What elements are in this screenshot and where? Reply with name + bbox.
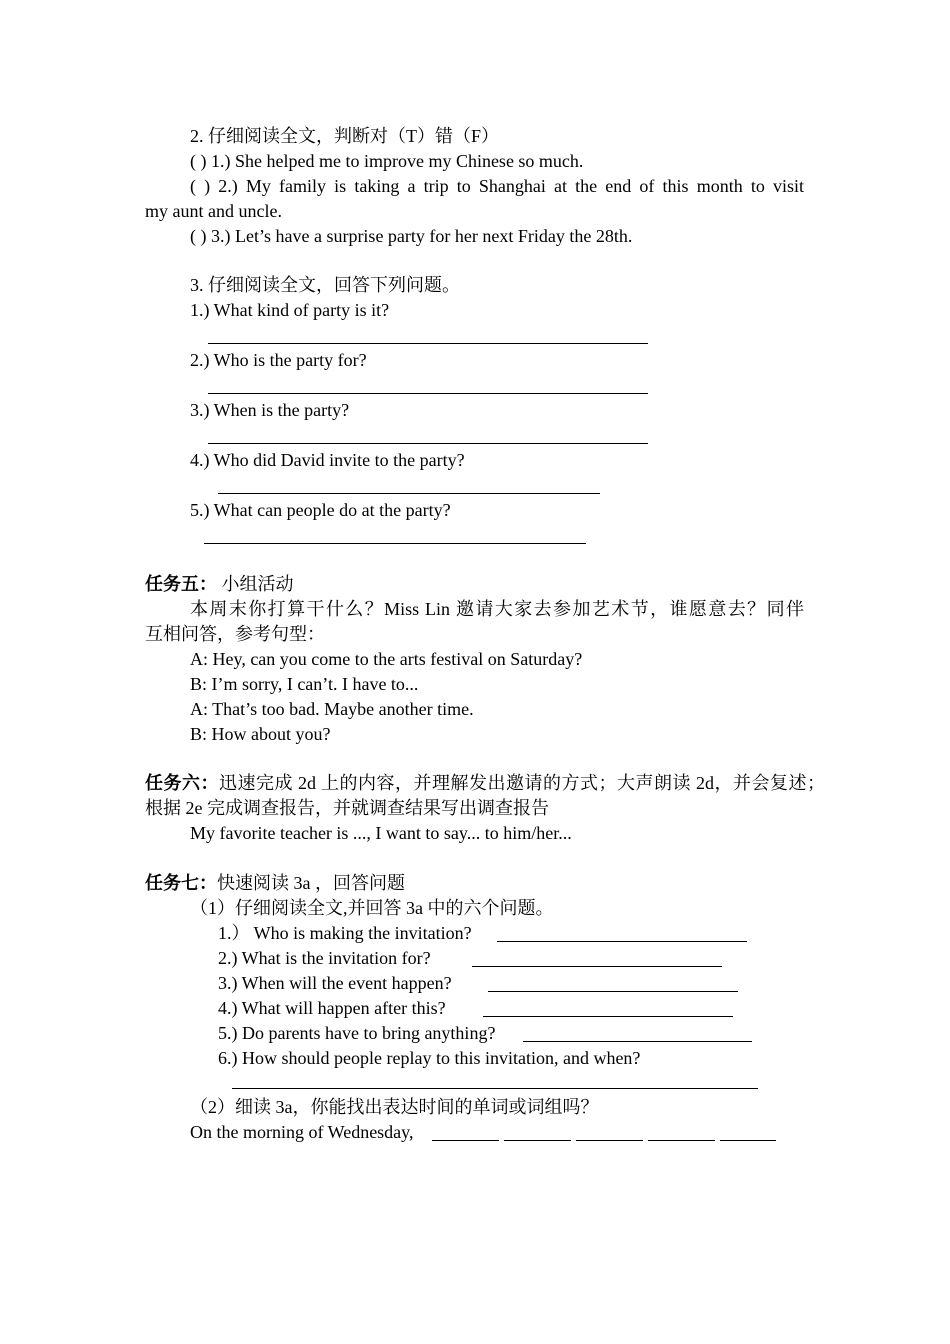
task-5-paragraph-line-1: 本周末你打算干什么？Miss Lin 邀请大家去参加艺术节，谁愿意去？同伴 <box>190 599 804 619</box>
dialog-line-4: B: How about you? <box>190 724 331 744</box>
tf-item-3: ( ) 3.) Let’s have a surprise party for her next Friday the 28th. <box>190 226 633 246</box>
dialog-line-1: A: Hey, can you come to the arts festival on Saturday? <box>190 649 583 669</box>
section-2-heading: 2. 仔细阅读全文，判断对（T）错（F） <box>190 126 500 146</box>
question-2: 2.) Who is the party for? <box>190 350 367 370</box>
task-6-line-3: My favorite teacher is ..., I want to say... to him/her... <box>190 823 572 843</box>
task-6-line-2: 根据 2e 完成调查报告，并就调查结果写出调查报告 <box>145 798 549 818</box>
task-7-answer-line-6[interactable] <box>232 1088 758 1089</box>
answer-line-1[interactable] <box>208 343 648 344</box>
question-3: 3.) When is the party? <box>190 400 350 420</box>
task-7-question-1: 1.） Who is making the invitation? <box>218 923 472 943</box>
task-7-sub-2: （2）细读 3a，你能找出表达时间的单词或词组吗？ <box>190 1097 599 1117</box>
task-7-question-3: 3.) When will the event happen? <box>218 973 452 993</box>
tf-item-2-continued: my aunt and uncle. <box>145 201 282 221</box>
answer-line-4[interactable] <box>218 493 600 494</box>
task-5-heading <box>145 572 294 596</box>
task-7-answer-line-5[interactable] <box>523 1041 752 1042</box>
task-7-answer-line-1[interactable] <box>497 941 747 942</box>
task-7-question-2: 2.) What is the invitation for? <box>218 948 431 968</box>
question-5: 5.) What can people do at the party? <box>190 500 451 520</box>
time-expression-line: On the morning of Wednesday, <box>190 1122 414 1142</box>
answer-line-2[interactable] <box>208 393 648 394</box>
time-blank-3[interactable] <box>576 1140 643 1141</box>
task-5-title: 小组活动 <box>217 574 294 594</box>
section-3-heading: 3. 仔细阅读全文，回答下列问题。 <box>190 275 460 295</box>
task-6-label: 任务六： <box>145 773 219 793</box>
task-7-question-6: 6.) How should people replay to this invitation, and when? <box>218 1048 641 1068</box>
task-6-line-1 <box>145 771 825 795</box>
time-blank-2[interactable] <box>504 1140 571 1141</box>
question-4: 4.) Who did David invite to the party? <box>190 450 465 470</box>
task-7-title: 快速阅读 3a ，回答问题 <box>217 873 405 893</box>
dialog-line-2: B: I’m sorry, I can’t. I have to... <box>190 674 419 694</box>
task-7-answer-line-4[interactable] <box>483 1016 733 1017</box>
task-7-answer-line-2[interactable] <box>472 966 722 967</box>
task-7-sub-1: （1）仔细阅读全文,并回答 3a 中的六个问题。 <box>190 898 554 918</box>
tf-item-1: ( ) 1.) She helped me to improve my Chinese so much. <box>190 151 584 171</box>
answer-line-5[interactable] <box>204 543 586 544</box>
task-7-heading <box>145 871 405 895</box>
task-5-paragraph-line-2: 互相问答，参考句型： <box>145 624 325 644</box>
task-7-question-4: 4.) What will happen after this? <box>218 998 446 1018</box>
time-blank-5[interactable] <box>720 1140 776 1141</box>
time-blank-1[interactable] <box>432 1140 499 1141</box>
tf-item-2: ( ) 2.) My family is taking a trip to Shanghai at the end of this month to visit <box>190 176 804 196</box>
task-5-label: 任务五： <box>145 574 217 594</box>
task-6-text: 迅速完成 2d 上的内容，并理解发出邀请的方式；大声朗读 2d，并会复述； <box>219 773 825 793</box>
task-7-answer-line-3[interactable] <box>488 991 738 992</box>
dialog-line-3: A: That’s too bad. Maybe another time. <box>190 699 474 719</box>
time-blank-4[interactable] <box>648 1140 715 1141</box>
task-7-question-5: 5.) Do parents have to bring anything? <box>218 1023 496 1043</box>
answer-line-3[interactable] <box>208 443 648 444</box>
question-1: 1.) What kind of party is it? <box>190 300 390 320</box>
task-7-label: 任务七： <box>145 873 217 893</box>
